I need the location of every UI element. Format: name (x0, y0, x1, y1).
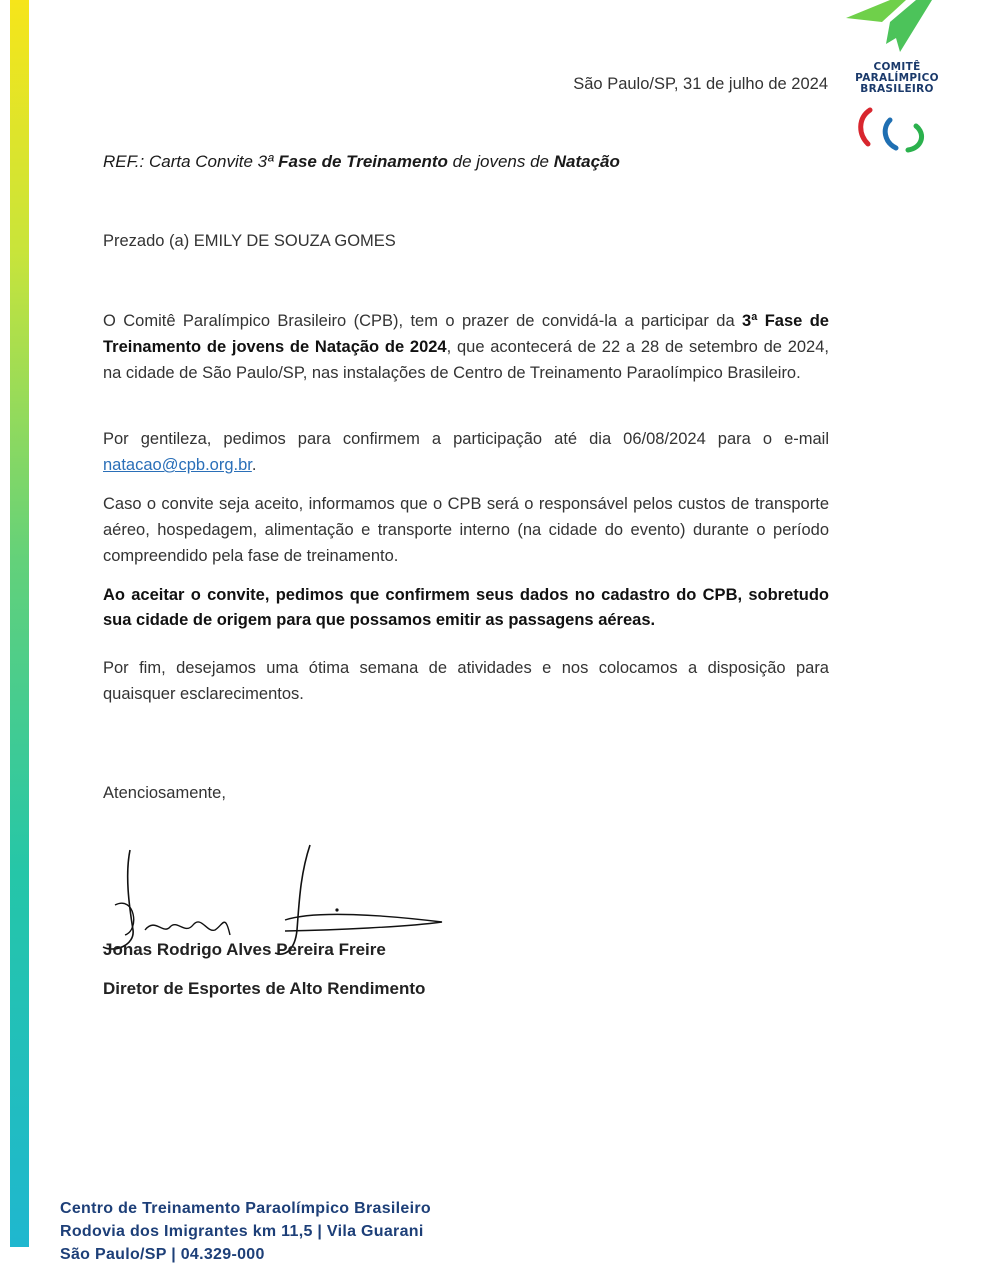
footer-line-3: São Paulo/SP | 04.329-000 (60, 1246, 265, 1263)
footer-line-2: Rodovia dos Imigrantes km 11,5 | Vila Guarani (60, 1223, 424, 1240)
paragraph-closing: Por fim, desejamos uma ótima semana de atividades e nos colocamos a disposição para quaisquer esclarecimentos. (103, 659, 829, 703)
greeting: Prezado (a) EMILY DE SOUZA GOMES (103, 232, 396, 250)
signer-title: Diretor de Esportes de Alto Rendimento (103, 979, 426, 998)
paragraph-invitation: O Comitê Paralímpico Brasileiro (CPB), tem o prazer de convidá-la a participar da 3ª Fase de Treinamento de jovens de Natação de 2024, que acontecerá de 22 a 28 de setembro de 2024, na cidade de São Paulo/SP, nas instalações de Centro de Treinamento Paraolímpico Brasileiro. (103, 312, 829, 382)
letter-date: São Paulo/SP, 31 de julho de 2024 (573, 75, 828, 93)
logo-text: COMITÊ PARALÍMPICO BRASILEIRO (855, 61, 939, 95)
closing-salutation: Atenciosamente, (103, 784, 226, 802)
footer-address (60, 1197, 431, 1266)
signer-name: Jonas Rodrigo Alves Pereira Freire (103, 940, 386, 959)
cpb-logo (842, 0, 952, 160)
footer-line-1: Centro de Treinamento Paraolímpico Brasileiro (60, 1200, 431, 1217)
paragraph-confirmation: Por gentileza, pedimos para confirmem a participação até dia 06/08/2024 para o e-mail natacao@cpb.org.br. (103, 430, 829, 474)
paragraph-registration: Ao aceitar o convite, pedimos que confirmem seus dados no cadastro do CPB, sobretudo sua cidade de origem para que possamos emitir as passagens aéreas. (103, 586, 829, 629)
side-color-bar (10, 0, 29, 1247)
agitos-icon (856, 104, 936, 154)
reference-line: REF.: Carta Convite 3ª Fase de Treinamento de jovens de Natação (103, 152, 620, 171)
paragraph-costs: Caso o convite seja aceito, informamos que o CPB será o responsável pelos custos de transporte aéreo, hospedagem, alimentação e transporte interno (na cidade do evento) durante o período compreendido pela fase de treinamento. (103, 495, 829, 565)
email-link[interactable]: natacao@cpb.org.br (103, 456, 252, 474)
logo-mark-icon (842, 0, 952, 60)
